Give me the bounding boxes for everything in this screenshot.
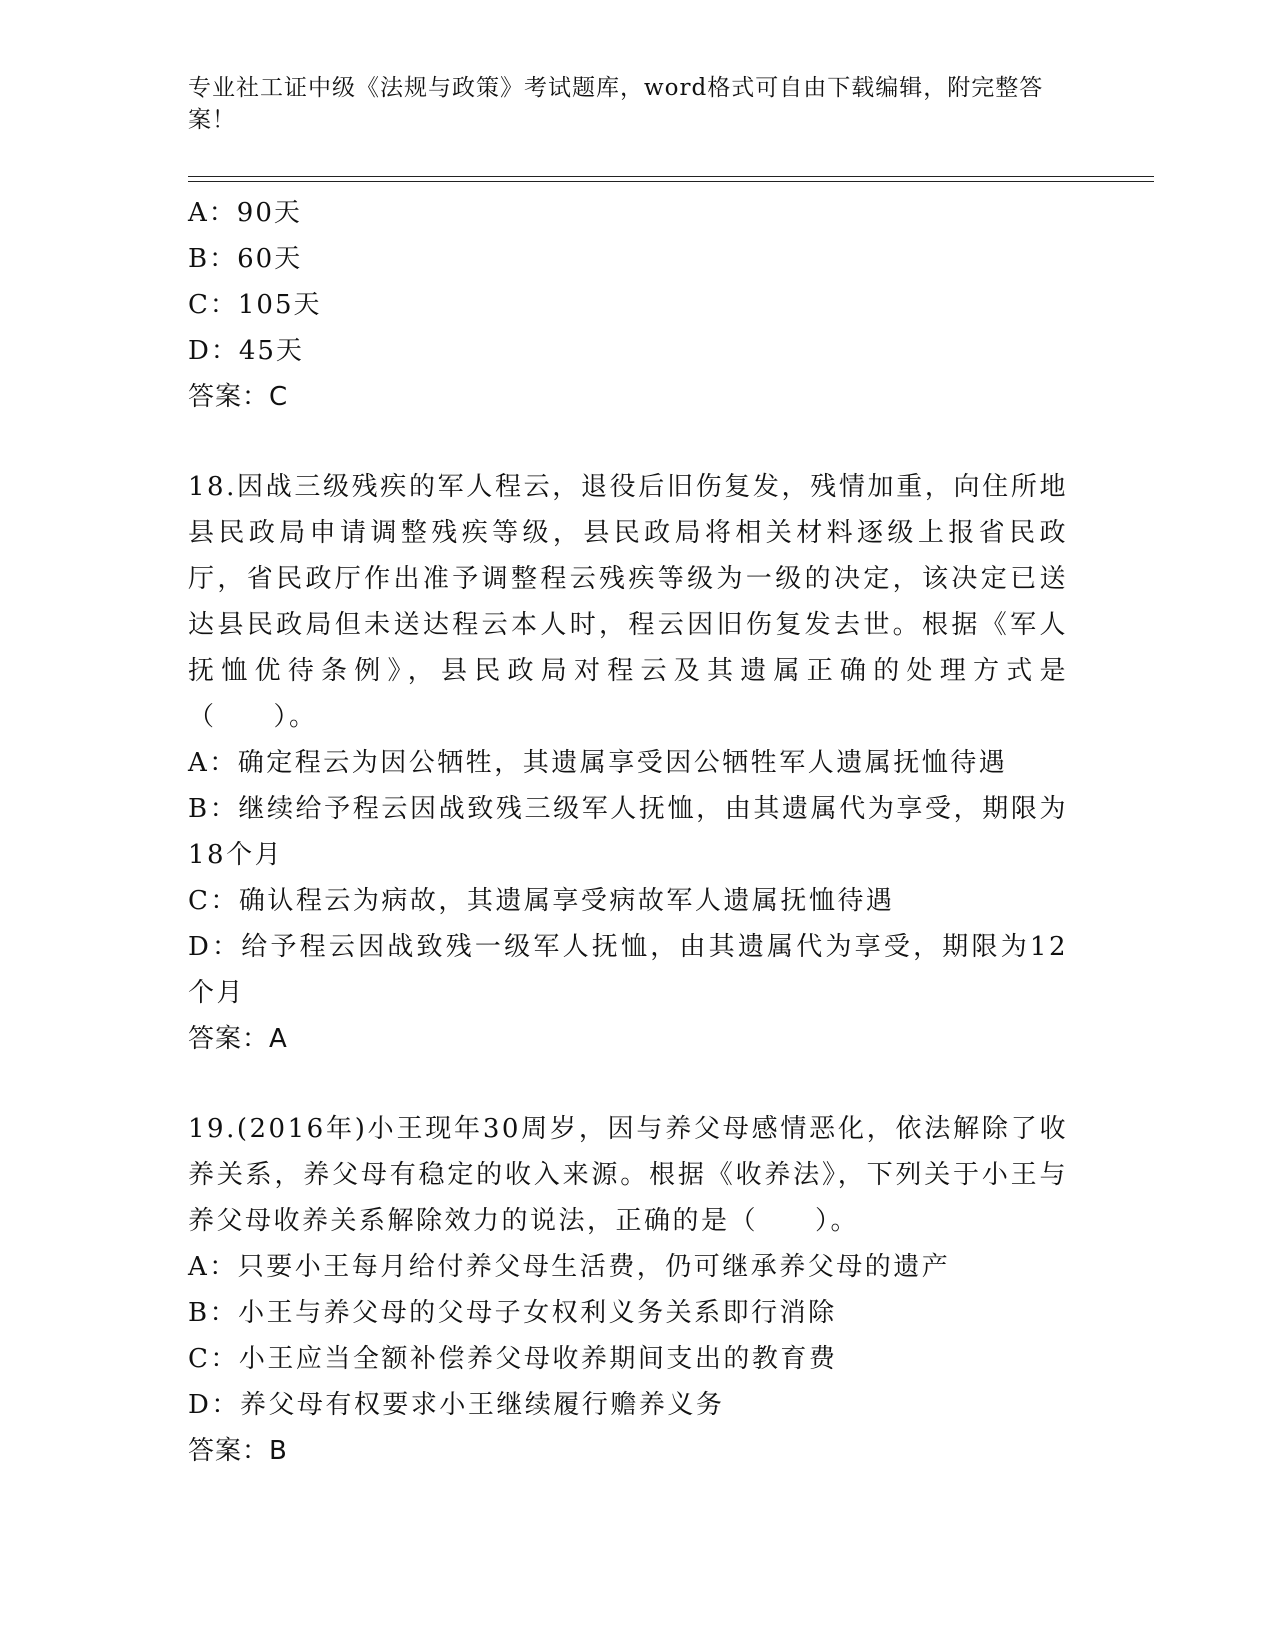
question-stem: 19.(2016年)小王现年30周岁，因与养父母感情恶化，依法解除了收养关系，养父母有稳定的收入来源。根据《收养法》，下列关于小王与养父母收养关系解除效力的说法，正确的是（ ）。 [188, 1114, 1068, 1236]
answer-line: 答案：B [188, 1436, 288, 1466]
answer-line: 答案：C [188, 382, 289, 412]
option-b: B：60天 [188, 244, 303, 274]
option-c: C：105天 [188, 290, 322, 320]
question-list [188, 190, 1088, 1474]
question-stem: 18.因战三级残疾的军人程云，退役后旧伤复发，残情加重，向住所地县民政局申请调整残疾等级，县民政局将相关材料逐级上报省民政厅，省民政厅作出准予调整程云残疾等级为一级的决定，该决定已送达县民政局但未送达程云本人时，程云因旧伤复发去世。根据《军人抚恤优待条例》，县民政局对程云及其遗属正确的处理方式是（ ）。 [188, 472, 1068, 732]
option-d: D：给予程云因战致残一级军人抚恤，由其遗属代为享受，期限为12个月 [188, 932, 1068, 1008]
option-a: A：90天 [188, 198, 302, 228]
answer-line: 答案：A [188, 1024, 288, 1054]
spacer [188, 1062, 1088, 1106]
option-d: D：养父母有权要求小王继续履行赡养义务 [188, 1390, 725, 1420]
option-b: B：继续给予程云因战致残三级军人抚恤，由其遗属代为享受，期限为18个月 [188, 794, 1068, 870]
option-c: C：小王应当全额补偿养父母收养期间支出的教育费 [188, 1344, 838, 1374]
option-c: C：确认程云为病故，其遗属享受病故军人遗属抚恤待遇 [188, 886, 895, 916]
option-b: B：小王与养父母的父母子女权利义务关系即行消除 [188, 1298, 837, 1328]
option-a: A：确定程云为因公牺牲，其遗属享受因公牺牲军人遗属抚恤待遇 [188, 748, 1008, 778]
question-19-block [188, 1106, 1088, 1474]
question-18-block [188, 464, 1088, 1062]
document-header: 专业社工证中级《法规与政策》考试题库，word格式可自由下载编辑，附完整答案！ [188, 75, 1044, 133]
header-divider-bottom [188, 181, 1154, 182]
spacer [188, 420, 1088, 464]
option-d: D：45天 [188, 336, 304, 366]
header-divider-top [188, 176, 1154, 177]
question-17-block [188, 190, 1088, 420]
option-a: A：只要小王每月给付养父母生活费，仍可继承养父母的遗产 [188, 1252, 951, 1282]
